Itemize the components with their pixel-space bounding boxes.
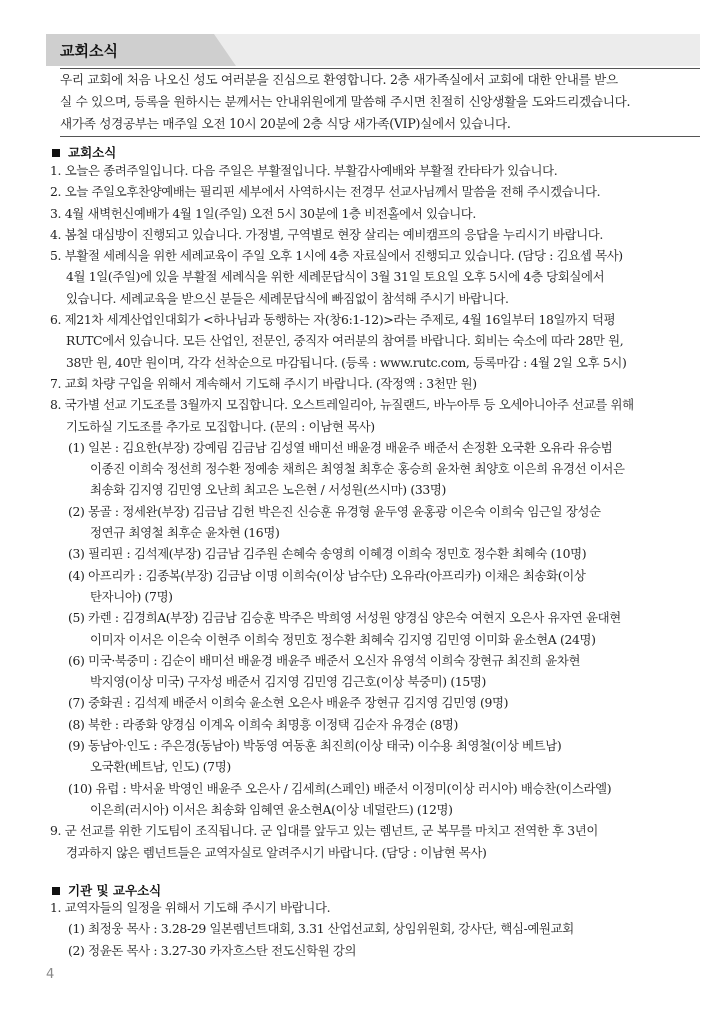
welcome-line: 우리 교회에 처음 나오신 성도 여러분을 진심으로 환영합니다. 2층 새가족실에서 교회에 대한 안내를 받으 <box>60 72 618 87</box>
member-news-list <box>50 897 710 961</box>
church-news-list <box>50 160 710 863</box>
prayer-group-item: (3) 필리핀 : 김석제(부장) 김금남 김주원 손혜숙 송영희 이혜경 이희숙 정민호 정수환 최혜숙 (10명) <box>68 546 587 562</box>
welcome-notice <box>60 68 700 136</box>
square-bullet-icon <box>52 149 60 157</box>
section-header-bar <box>46 34 700 66</box>
prayer-group-item: (6) 미국·북중미 : 김순이 배미선 배윤경 배윤주 배준서 오신자 유영석 이희숙 장현규 최진희 윤차현 <box>68 652 581 668</box>
prayer-group-item: (5) 카렌 : 김경희A(부장) 김금남 김승훈 박주은 박희영 서성원 양경심 양은숙 여현지 오은사 유자연 윤대현 <box>68 610 621 626</box>
prayer-group-continued: 오국환(베트남, 인도) (7명) <box>90 759 231 775</box>
news-item: 1. 교역자들의 일정을 위해서 기도해 주시기 바랍니다. <box>50 900 331 915</box>
prayer-group-continued: 최송화 김지영 김민영 오난희 최고은 노은현 / 서성원(쓰시마) (33명) <box>90 482 447 498</box>
prayer-group-item: (1) 일본 : 김요한(부장) 강예림 김금남 김성열 배미선 배윤경 배윤주 배준서 손정환 오국환 오유라 유승범 <box>68 439 613 455</box>
prayer-group-continued: 이미자 이서은 이은숙 이현주 이희숙 정민호 정수환 최혜숙 김지영 김민영 이미화 윤소현A (24명) <box>90 631 596 647</box>
news-item: 6. 제21차 세계산업인대회가 <하나님과 동행하는 자(창6:1-12)>라는 주제로, 4월 16일부터 18일까지 덕평 <box>50 312 616 328</box>
welcome-line: 실 수 있으며, 등록을 원하시는 분께서는 안내위원에게 말씀해 주시면 친절히 신앙생활을 도와드리겠습니다. <box>60 94 631 109</box>
prayer-group-item: (4) 아프리카 : 김종복(부장) 김금남 이명 이희숙(이상 남수단) 오유라(아프리카) 이채은 최송화(이상 <box>68 567 586 583</box>
member-news-heading-text: 기관 및 교우소식 <box>68 883 162 898</box>
prayer-group-continued: 정연규 최영철 최후순 윤차현 (16명) <box>90 525 280 541</box>
news-item-continued: 기도하실 기도조를 추가로 모집합니다. (문의 : 이남현 목사) <box>66 418 375 434</box>
prayer-group-continued: 이은희(러시아) 이서은 최송화 임혜연 윤소현A(이상 네덜란드) (12명) <box>90 801 453 817</box>
church-news-heading <box>52 143 116 161</box>
news-item-continued: 38만 원, 40만 원이며, 각각 선착순으로 마감됩니다. (등록 : www.rutc.com, 등록마감 : 4월 2일 오후 5시) <box>66 354 627 370</box>
prayer-group-item: (8) 북한 : 라종화 양경심 이계옥 이희숙 최명흥 이정택 김순자 유경순 (8명) <box>68 716 459 732</box>
news-item: 2. 오늘 주일오후찬양예배는 필리핀 세부에서 사역하시는 전경무 선교사님께서 말씀을 전해 주시겠습니다. <box>50 184 601 200</box>
news-item: 7. 교회 차량 구입을 위해서 계속해서 기도해 주시기 바랍니다. (작정액 : 3천만 원) <box>50 375 477 391</box>
church-news-heading-text: 교회소식 <box>68 145 117 160</box>
prayer-group-continued: 탄자니아) (7명) <box>90 588 173 604</box>
news-item: 4. 봄철 대심방이 진행되고 있습니다. 가정별, 구역별로 현장 살리는 예비캠프의 응답을 누리시기 바랍니다. <box>50 226 603 242</box>
header-bar-background <box>212 34 700 66</box>
schedule-item: (2) 정윤돈 목사 : 3.27-30 카자흐스탄 전도신학원 강의 <box>68 942 357 958</box>
news-item: 8. 국가별 선교 기도조를 3월까지 모집합니다. 오스트레일리아, 뉴질랜드, 바누아투 등 오세아니아주 선교를 위해 <box>50 397 634 413</box>
square-bullet-icon <box>52 887 60 895</box>
prayer-group-item: (2) 몽골 : 정세완(부장) 김금남 김헌 박은진 신승훈 유경형 윤두영 윤홍광 이은숙 이희숙 임근일 장성순 <box>68 503 601 519</box>
news-item-continued: 있습니다. 세례교육을 받으신 분들은 세례문답식에 빠짐없이 참석해 주시기 바랍니다. <box>66 290 509 306</box>
intro-bottom-rule <box>60 136 700 137</box>
prayer-group-item: (9) 동남아·인도 : 주은경(동남아) 박동영 여동훈 최진희(이상 태국) 이수용 최영철(이상 베트남) <box>68 738 562 754</box>
news-item: 1. 오늘은 종려주일입니다. 다음 주일은 부활절입니다. 부활감사예배와 부활절 칸타타가 있습니다. <box>50 163 558 178</box>
prayer-group-item: (7) 중화권 : 김석제 배준서 이희숙 윤소현 오은사 배윤주 장현규 김지영 김민영 (9명) <box>68 695 509 711</box>
news-item: 5. 부활절 세례식을 위한 세례교육이 주일 오후 1시에 4층 자료실에서 진행되고 있습니다. (담당 : 김요셉 목사) <box>50 248 623 264</box>
prayer-group-continued: 이종진 이희숙 정선희 정수환 정예송 채희은 최영철 최후순 홍승희 윤차현 최양호 이은희 유경선 이서은 <box>90 461 625 477</box>
news-item: 9. 군 선교를 위한 기도팀이 조직됩니다. 군 입대를 앞두고 있는 렘넌트, 군 복무를 마치고 전역한 후 3년이 <box>50 823 599 839</box>
welcome-line: 새가족 성경공부는 매주일 오전 10시 20분에 2층 식당 새가족(VIP)실에서 있습니다. <box>60 116 511 131</box>
page-title: 교회소식 <box>60 42 118 60</box>
news-item: 3. 4월 새벽헌신예배가 4월 1일(주일) 오전 5시 30분에 1층 비전홀에서 있습니다. <box>50 205 477 221</box>
news-item-continued: 4월 1일(주일)에 있을 부활절 세례식을 위한 세례문답식이 3월 31일 토요일 오후 5시에 4층 당회실에서 <box>66 269 605 285</box>
schedule-item: (1) 최정웅 목사 : 3.28-29 일본렘넌트대회, 3.31 산업선교회, 상임위원회, 강사단, 핵심-예원교회 <box>68 921 574 937</box>
prayer-group-continued: 박지영(이상 미국) 구자성 배준서 김지영 김민영 김근호(이상 북중미) (15명) <box>90 674 487 690</box>
prayer-group-item: (10) 유럽 : 박서윤 박영인 배윤주 오은사 / 김세희(스페인) 배준서 이정미(이상 러시아) 배승찬(이스라엘) <box>68 780 612 796</box>
page-number: 4 <box>46 967 55 982</box>
news-item-continued: 경과하지 않은 렘넌트들은 교역자실로 알려주시기 바랍니다. (담당 : 이남현 목사) <box>66 844 487 860</box>
news-item-continued: RUTC에서 있습니다. 모든 산업인, 전문인, 중직자 여러분의 참여를 바랍니다. 회비는 숙소에 따라 28만 원, <box>66 333 624 349</box>
